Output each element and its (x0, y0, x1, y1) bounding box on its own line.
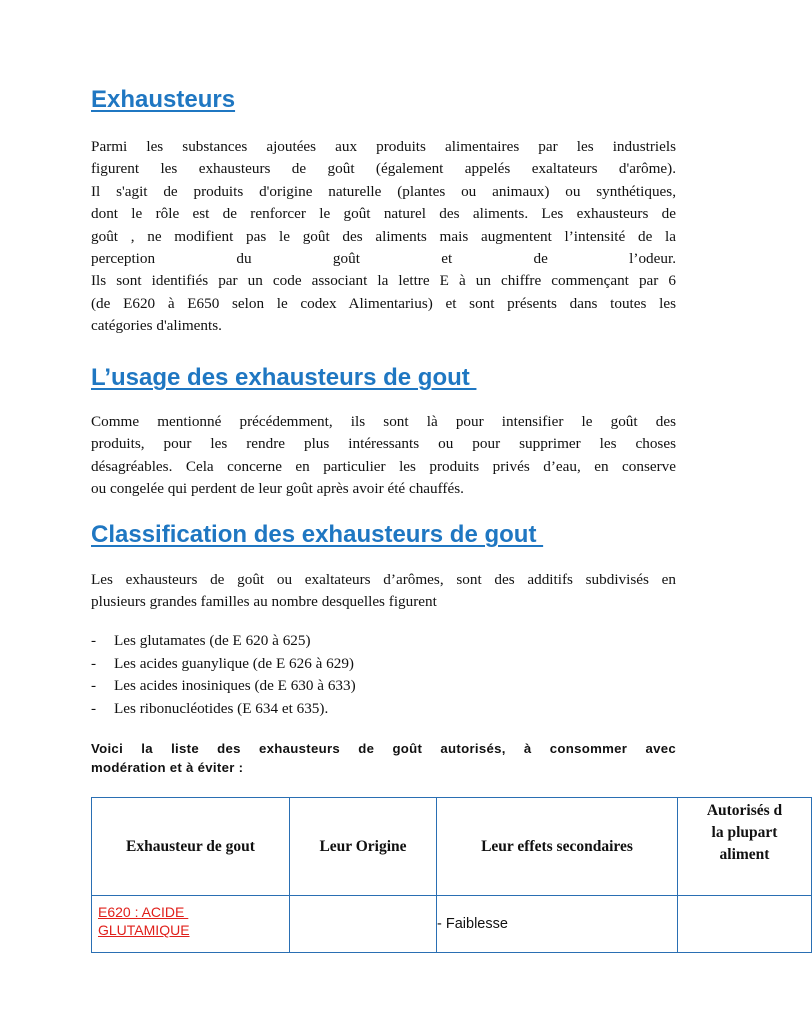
text-line: Il s'agit de produits d'origine naturelle (plantes ou animaux) ou synthétiques, (91, 182, 676, 200)
header-authorized-line: Autorisés d (706, 802, 783, 819)
text-line: goût , ne modifient pas le goût des aliments mais augmentent l’intensité de la (91, 227, 676, 245)
cell-authorized (678, 896, 812, 953)
additive-link-line: GLUTAMIQUE (98, 922, 190, 938)
text-line: modération et à éviter : (91, 760, 244, 775)
header-authorized-line: la plupart (711, 824, 778, 841)
text-line: Voici la liste des exhausteurs de goût autorisés, à consommer avec (91, 741, 676, 756)
list-dash: - (91, 677, 97, 694)
cell-effects: - Faiblesse (437, 896, 678, 953)
text-line: produits, pour les rendre plus intéressants ou pour supprimer les choses (91, 435, 676, 453)
text-line: Ils sont identifiés par un code associant la lettre E à un chiffre commençant par 6 (91, 272, 676, 290)
cell-origin (290, 896, 437, 953)
table-row (92, 896, 812, 953)
table-header-row (92, 798, 812, 896)
header-origin: Leur Origine (290, 798, 437, 896)
text-line: désagréables. Cela concerne en particulier les produits privés d’eau, en conserve (91, 457, 676, 475)
list-item-text: Les glutamates (de E 620 à 625) (114, 632, 311, 649)
text-line: ou congelée qui perdent de leur goût après avoir été chauffés. (91, 480, 464, 498)
text-line: dont le rôle est de renforcer le goût naturel des aliments. Les exhausteurs de (91, 205, 676, 223)
table-intro-note (91, 739, 676, 777)
heading-exhausteurs: Exhausteurs (91, 86, 236, 113)
paragraph-usage (91, 411, 676, 501)
text-line: plusieurs grandes familles au nombre desquelles figurent (91, 593, 437, 611)
text-line: (de E620 à E650 selon le codex Alimentarius) et sont présents dans toutes les (91, 294, 676, 312)
list-item-text: Les ribonucléotides (E 634 et 635). (114, 699, 329, 717)
families-list (91, 630, 356, 720)
heading-classification: Classification des exhausteurs de gout (91, 521, 544, 548)
text-line: catégories d'aliments. (91, 317, 222, 335)
text-line: Parmi les substances ajoutées aux produits alimentaires par les industriels (91, 138, 676, 155)
paragraph-exhausteurs (91, 136, 676, 338)
list-item (91, 698, 356, 721)
list-item (91, 653, 356, 676)
additives-table (91, 797, 812, 953)
cell-additive (92, 896, 290, 953)
list-item (91, 630, 356, 653)
header-authorized (678, 798, 812, 896)
heading-usage: L’usage des exhausteurs de gout (91, 364, 477, 391)
header-effects: Leur effets secondaires (437, 798, 678, 896)
additive-link-e620[interactable] (92, 903, 289, 939)
text-line: perception du goût et de l’odeur. (91, 250, 676, 268)
list-item (91, 675, 356, 698)
list-dash: - (91, 654, 97, 672)
list-item-text: Les acides inosiniques (de E 630 à 633) (114, 677, 356, 694)
list-dash: - (91, 699, 97, 717)
list-item-text: Les acides guanylique (de E 626 à 629) (114, 654, 354, 672)
list-dash: - (91, 632, 97, 649)
text-line: Les exhausteurs de goût ou exaltateurs d’arômes, sont des additifs subdivisés en (91, 571, 676, 588)
text-line: figurent les exhausteurs de goût (également appelés exaltateurs d'arôme). (91, 160, 676, 178)
additive-link-line: E620 : ACIDE (98, 904, 189, 920)
header-authorized-line: aliment (719, 846, 770, 863)
text-line: Comme mentionné précédemment, ils sont là pour intensifier le goût des (91, 413, 676, 430)
header-additive: Exhausteur de gout (92, 798, 290, 896)
paragraph-classification (91, 569, 676, 614)
